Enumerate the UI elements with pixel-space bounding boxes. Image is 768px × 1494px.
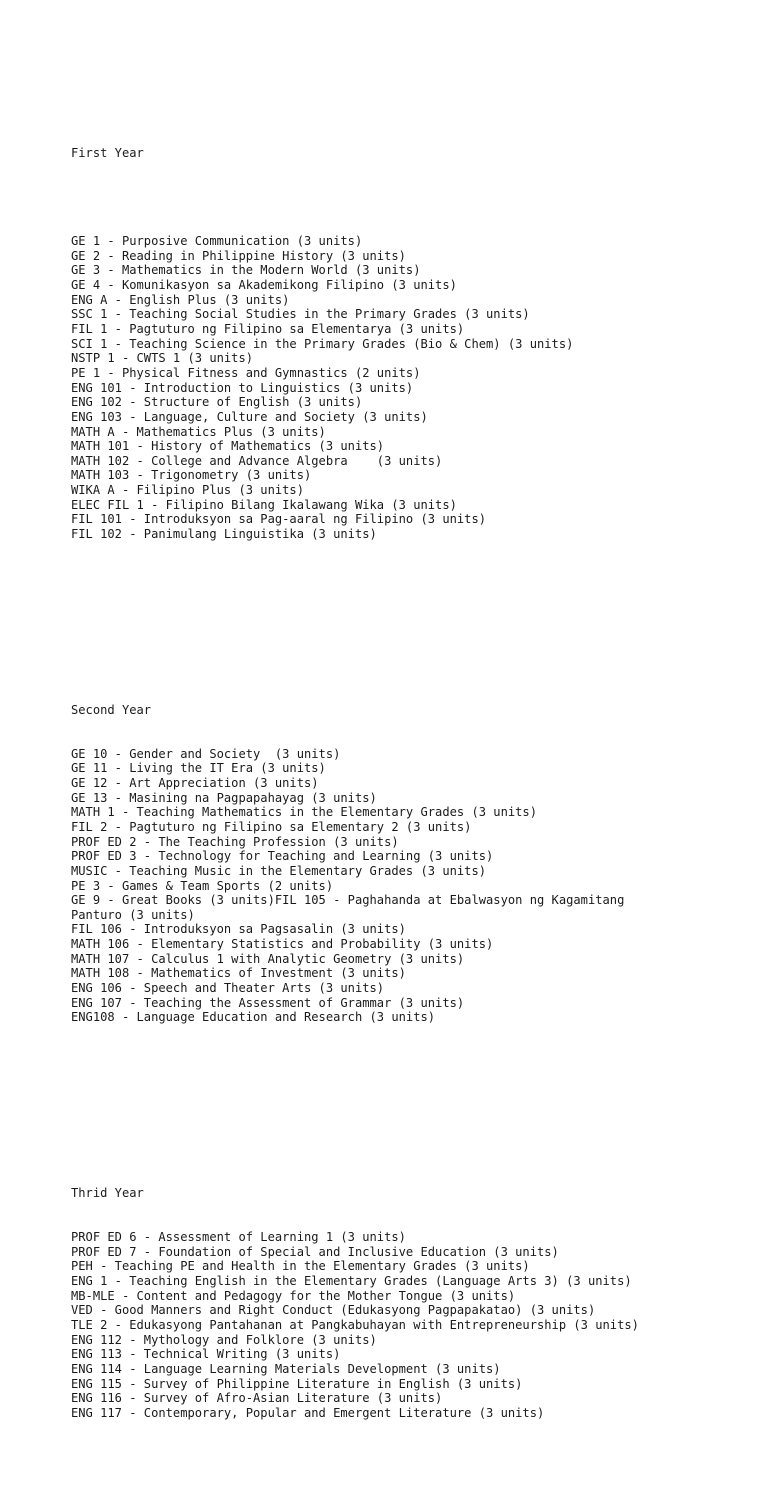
course-line: PROF ED 2 - The Teaching Profession (3 units) <box>71 834 399 849</box>
section-third-year <box>71 1157 761 1450</box>
course-line: WIKA A - Filipino Plus (3 units) <box>71 483 304 498</box>
course-line: MATH 103 - Trigonometry (3 units) <box>71 468 312 483</box>
course-line: ENG 117 - Contemporary, Popular and Emergent Literature (3 units) <box>71 1405 545 1420</box>
course-line: ENG 106 - Speech and Theater Arts (3 units) <box>71 981 385 996</box>
course-line: GE 11 - Living the IT Era (3 units) <box>71 761 326 776</box>
course-line: ENG 107 - Teaching the Assessment of Grammar (3 units) <box>71 995 465 1010</box>
course-list <box>71 747 761 1025</box>
blank-line <box>71 615 761 630</box>
course-line: PROF ED 3 - Technology for Teaching and Learning (3 units) <box>71 849 494 864</box>
course-line: FIL 101 - Introduksyon sa Pag-aaral ng Filipino (3 units) <box>71 512 487 527</box>
course-line: FIL 106 - Introduksyon sa Pagsasalin (3 units) <box>71 922 406 937</box>
course-line: GE 2 - Reading in Philippine History (3 units) <box>71 248 406 263</box>
course-line: ENG 103 - Language, Culture and Society (3 units) <box>71 409 428 424</box>
course-line: VED - Good Manners and Right Conduct (Edukasyong Pagpapakatao) (3 units) <box>71 1303 596 1318</box>
course-line: FIL 1 - Pagtuturo ng Filipino sa Elementarya (3 units) <box>71 322 465 337</box>
course-line: GE 1 - Purposive Communication (3 units) <box>71 234 363 249</box>
course-line: MATH 101 - History of Mathematics (3 units) <box>71 439 385 454</box>
course-line: MATH 107 - Calculus 1 with Analytic Geometry (3 units) <box>71 951 465 966</box>
course-line: FIL 102 - Panimulang Linguistika (3 units) <box>71 527 377 541</box>
course-line: MATH 106 - Elementary Statistics and Probability (3 units) <box>71 937 494 952</box>
curriculum-text <box>71 73 761 1494</box>
course-line: GE 3 - Mathematics in the Modern World (3 units) <box>71 263 421 278</box>
course-line: ELEC FIL 1 - Filipino Bilang Ikalawang Wika (3 units) <box>71 497 457 512</box>
course-line: PE 3 - Games & Team Sports (2 units) <box>71 878 334 893</box>
course-line: GE 4 - Komunikasyon sa Akademikong Filipino (3 units) <box>71 278 457 293</box>
course-line: ENG 101 - Introduction to Linguistics (3 units) <box>71 380 414 395</box>
course-line: GE 13 - Masining na Pagpapahayag (3 units) <box>71 790 377 805</box>
course-line: MATH A - Mathematics Plus (3 units) <box>71 424 326 439</box>
section-first-year <box>71 117 761 571</box>
section-title: First Year <box>71 146 144 161</box>
course-line: GE 12 - Art Appreciation (3 units) <box>71 776 319 791</box>
course-line: PROF ED 6 - Assessment of Learning 1 (3 units) <box>71 1230 406 1245</box>
course-line: ENG 112 - Mythology and Folklore (3 units) <box>71 1332 377 1347</box>
course-line: GE 10 - Gender and Society (3 units) <box>71 746 341 761</box>
course-line: ENG 116 - Survey of Afro-Asian Literature (3 units) <box>71 1391 443 1406</box>
course-line: FIL 2 - Pagtuturo ng Filipino sa Elementary 2 (3 units) <box>71 820 472 834</box>
course-line: MUSIC - Teaching Music in the Elementary Grades (3 units) <box>71 863 487 878</box>
course-line: MB-MLE - Content and Pedagogy for the Mother Tongue (3 units) <box>71 1288 516 1303</box>
course-line: ENG 1 - Teaching English in the Elementary Grades (Language Arts 3) (3 units) <box>71 1274 632 1289</box>
course-line: ENG108 - Language Education and Research (3 units) <box>71 1010 436 1025</box>
blank-line <box>71 1098 761 1113</box>
course-line: ENG 113 - Technical Writing (3 units) <box>71 1347 341 1362</box>
course-line: ENG 114 - Language Learning Materials Development (3 units) <box>71 1361 501 1376</box>
course-line: MATH 108 - Mathematics of Investment (3 units) <box>71 966 406 981</box>
course-line: Panturo (3 units) <box>71 907 195 922</box>
course-line: ENG 102 - Structure of English (3 units) <box>71 395 363 410</box>
course-list <box>71 234 761 541</box>
course-list <box>71 1230 761 1420</box>
course-line: PROF ED 7 - Foundation of Special and Inclusive Education (3 units) <box>71 1244 559 1259</box>
course-line: NSTP 1 - CWTS 1 (3 units) <box>71 351 254 366</box>
course-line: PEH - Teaching PE and Health in the Elementary Grades (3 units) <box>71 1259 530 1274</box>
section-second-year <box>71 674 761 1055</box>
course-line: ENG 115 - Survey of Philippine Literature in English (3 units) <box>71 1376 523 1391</box>
course-line: TLE 2 - Edukasyong Pantahanan at Pangkabuhayan with Entrepreneurship (3 units) <box>71 1317 639 1332</box>
course-line: MATH 102 - College and Advance Algebra (3 units) <box>71 453 443 468</box>
course-line: MATH 1 - Teaching Mathematics in the Elementary Grades (3 units) <box>71 805 537 820</box>
blank-line <box>71 190 761 205</box>
section-title: Second Year <box>71 702 152 717</box>
course-line: ENG A - English Plus (3 units) <box>71 292 290 307</box>
course-line: GE 9 - Great Books (3 units)FIL 105 - Paghahanda at Ebalwasyon ng Kagamitang <box>71 893 625 908</box>
section-title: Thrid Year <box>71 1186 144 1201</box>
course-line: SCI 1 - Teaching Science in the Primary Grades (Bio & Chem) (3 units) <box>71 336 574 351</box>
course-line: SSC 1 - Teaching Social Studies in the Primary Grades (3 units) <box>71 307 530 322</box>
course-line: PE 1 - Physical Fitness and Gymnastics (2 units) <box>71 365 421 380</box>
